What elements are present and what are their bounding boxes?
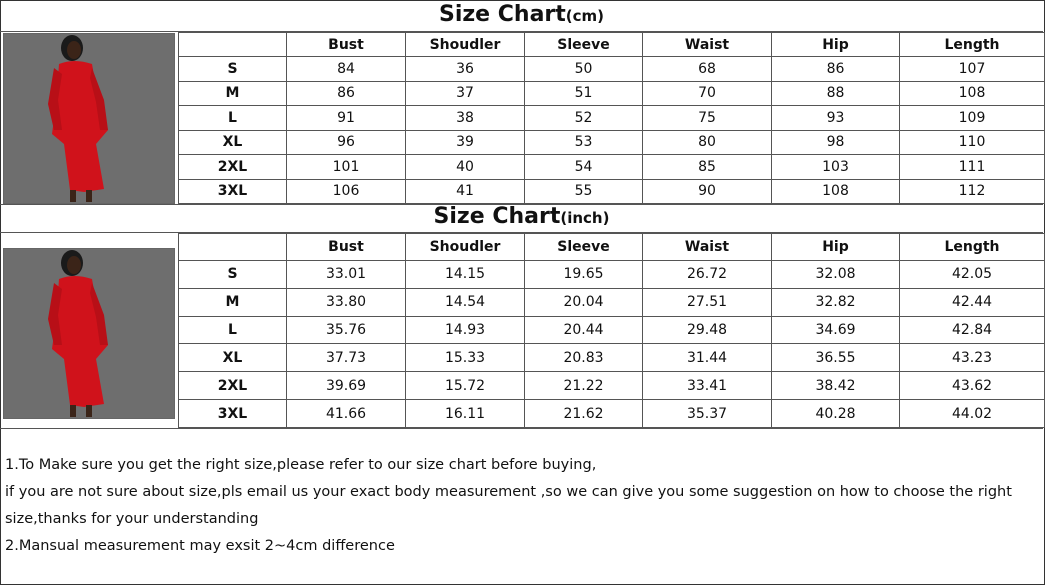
header-cell [179, 33, 287, 57]
header-cell [179, 234, 287, 261]
table-row [179, 261, 1045, 289]
table-cell: 54 [525, 155, 643, 180]
table-cell: 52 [525, 106, 643, 131]
size-label: L [179, 316, 287, 344]
table-cell: 33.80 [287, 288, 406, 316]
table-cell: 40.28 [772, 400, 900, 428]
table-cell: 88 [772, 81, 900, 106]
table-cell: 51 [525, 81, 643, 106]
table-cell: 84 [287, 57, 406, 82]
table-cell: 39 [406, 130, 525, 155]
table-cell: 112 [900, 179, 1045, 204]
table-cell: 37.73 [287, 344, 406, 372]
product-photo-cm [3, 33, 175, 204]
table-cell: 14.15 [406, 261, 525, 289]
table-cell: 15.33 [406, 344, 525, 372]
table-cell: 40 [406, 155, 525, 180]
table-cell: 34.69 [772, 316, 900, 344]
product-photo-inch [3, 248, 175, 419]
table-cell: 38.42 [772, 372, 900, 400]
table-cell: 91 [287, 106, 406, 131]
table-cell: 21.62 [525, 400, 643, 428]
table-cell: 43.23 [900, 344, 1045, 372]
table-cell: 93 [772, 106, 900, 131]
header-cell: Waist [643, 33, 772, 57]
table-row [179, 106, 1045, 131]
cm-chart-title [0, 2, 1043, 27]
cm-size-table [178, 32, 1045, 204]
table-cell: 55 [525, 179, 643, 204]
table-cell: 37 [406, 81, 525, 106]
header-cell: Waist [643, 234, 772, 261]
table-header-row [179, 33, 1045, 57]
table-cell: 109 [900, 106, 1045, 131]
table-cell: 86 [772, 57, 900, 82]
inch-size-table [178, 233, 1045, 428]
table-row [179, 155, 1045, 180]
size-notes [5, 452, 1035, 560]
table-cell: 107 [900, 57, 1045, 82]
table-cell: 80 [643, 130, 772, 155]
table-cell: 101 [287, 155, 406, 180]
table-cell: 15.72 [406, 372, 525, 400]
header-cell: Bust [287, 234, 406, 261]
table-cell: 20.83 [525, 344, 643, 372]
table-cell: 86 [287, 81, 406, 106]
table-cell: 111 [900, 155, 1045, 180]
table-cell: 14.54 [406, 288, 525, 316]
size-label: L [179, 106, 287, 131]
note-line: 1.To Make sure you get the right size,please refer to our size chart before buying, [5, 457, 597, 473]
table-cell: 110 [900, 130, 1045, 155]
table-cell: 85 [643, 155, 772, 180]
table-cell: 75 [643, 106, 772, 131]
size-label: S [179, 261, 287, 289]
header-cell: Sleeve [525, 234, 643, 261]
header-cell: Hip [772, 33, 900, 57]
table-cell: 38 [406, 106, 525, 131]
table-cell: 53 [525, 130, 643, 155]
table-cell: 36.55 [772, 344, 900, 372]
table-cell: 21.22 [525, 372, 643, 400]
table-row [179, 57, 1045, 82]
table-row [179, 288, 1045, 316]
table-cell: 108 [772, 179, 900, 204]
table-cell: 32.08 [772, 261, 900, 289]
table-cell: 31.44 [643, 344, 772, 372]
table-row [179, 81, 1045, 106]
table-cell: 42.84 [900, 316, 1045, 344]
table-cell: 44.02 [900, 400, 1045, 428]
table-cell: 96 [287, 130, 406, 155]
size-label: 2XL [179, 155, 287, 180]
header-cell: Sleeve [525, 33, 643, 57]
inch-title-text: Size Chart [433, 204, 561, 229]
note-line: 2.Mansual measurement may exsit 2~4cm difference [5, 538, 395, 554]
table-cell: 43.62 [900, 372, 1045, 400]
table-cell: 27.51 [643, 288, 772, 316]
table-cell: 20.44 [525, 316, 643, 344]
table-cell: 36 [406, 57, 525, 82]
table-cell: 42.44 [900, 288, 1045, 316]
table-cell: 39.69 [287, 372, 406, 400]
table-row [179, 400, 1045, 428]
size-label: XL [179, 344, 287, 372]
inch-chart-title [0, 204, 1043, 229]
table-cell: 41 [406, 179, 525, 204]
table-cell: 68 [643, 57, 772, 82]
note-line: size,thanks for your understanding [5, 511, 259, 527]
header-cell: Hip [772, 234, 900, 261]
table-cell: 35.76 [287, 316, 406, 344]
table-cell: 29.48 [643, 316, 772, 344]
table-row [179, 316, 1045, 344]
header-cell: Length [900, 33, 1045, 57]
table-cell: 20.04 [525, 288, 643, 316]
table-cell: 14.93 [406, 316, 525, 344]
model-in-red-dress-image [4, 249, 174, 418]
table-cell: 70 [643, 81, 772, 106]
size-label: XL [179, 130, 287, 155]
table-cell: 33.01 [287, 261, 406, 289]
size-label: 2XL [179, 372, 287, 400]
size-label: M [179, 288, 287, 316]
table-cell: 50 [525, 57, 643, 82]
table-cell: 32.82 [772, 288, 900, 316]
table-cell: 26.72 [643, 261, 772, 289]
size-label: 3XL [179, 400, 287, 428]
table-cell: 33.41 [643, 372, 772, 400]
table-cell: 41.66 [287, 400, 406, 428]
header-cell: Shoudler [406, 234, 525, 261]
size-label: S [179, 57, 287, 82]
size-label: M [179, 81, 287, 106]
header-cell: Bust [287, 33, 406, 57]
table-cell: 106 [287, 179, 406, 204]
table-row [179, 344, 1045, 372]
note-line: if you are not sure about size,pls email us your exact body measurement ,so we can give you some suggestion on how to choose the right [5, 484, 1012, 500]
header-cell: Shoudler [406, 33, 525, 57]
cm-title-unit: (cm) [565, 7, 605, 25]
table-cell: 35.37 [643, 400, 772, 428]
table-row [179, 179, 1045, 204]
table-row [179, 130, 1045, 155]
table-cell: 98 [772, 130, 900, 155]
size-label: 3XL [179, 179, 287, 204]
table-row [179, 372, 1045, 400]
table-cell: 42.05 [900, 261, 1045, 289]
cm-title-text: Size Chart [438, 2, 566, 27]
inch-title-unit: (inch) [560, 209, 610, 227]
model-in-red-dress-image [4, 34, 174, 203]
table-cell: 19.65 [525, 261, 643, 289]
table-header-row [179, 234, 1045, 261]
header-cell: Length [900, 234, 1045, 261]
divider [0, 428, 1043, 429]
table-cell: 108 [900, 81, 1045, 106]
table-cell: 103 [772, 155, 900, 180]
table-cell: 90 [643, 179, 772, 204]
table-cell: 16.11 [406, 400, 525, 428]
